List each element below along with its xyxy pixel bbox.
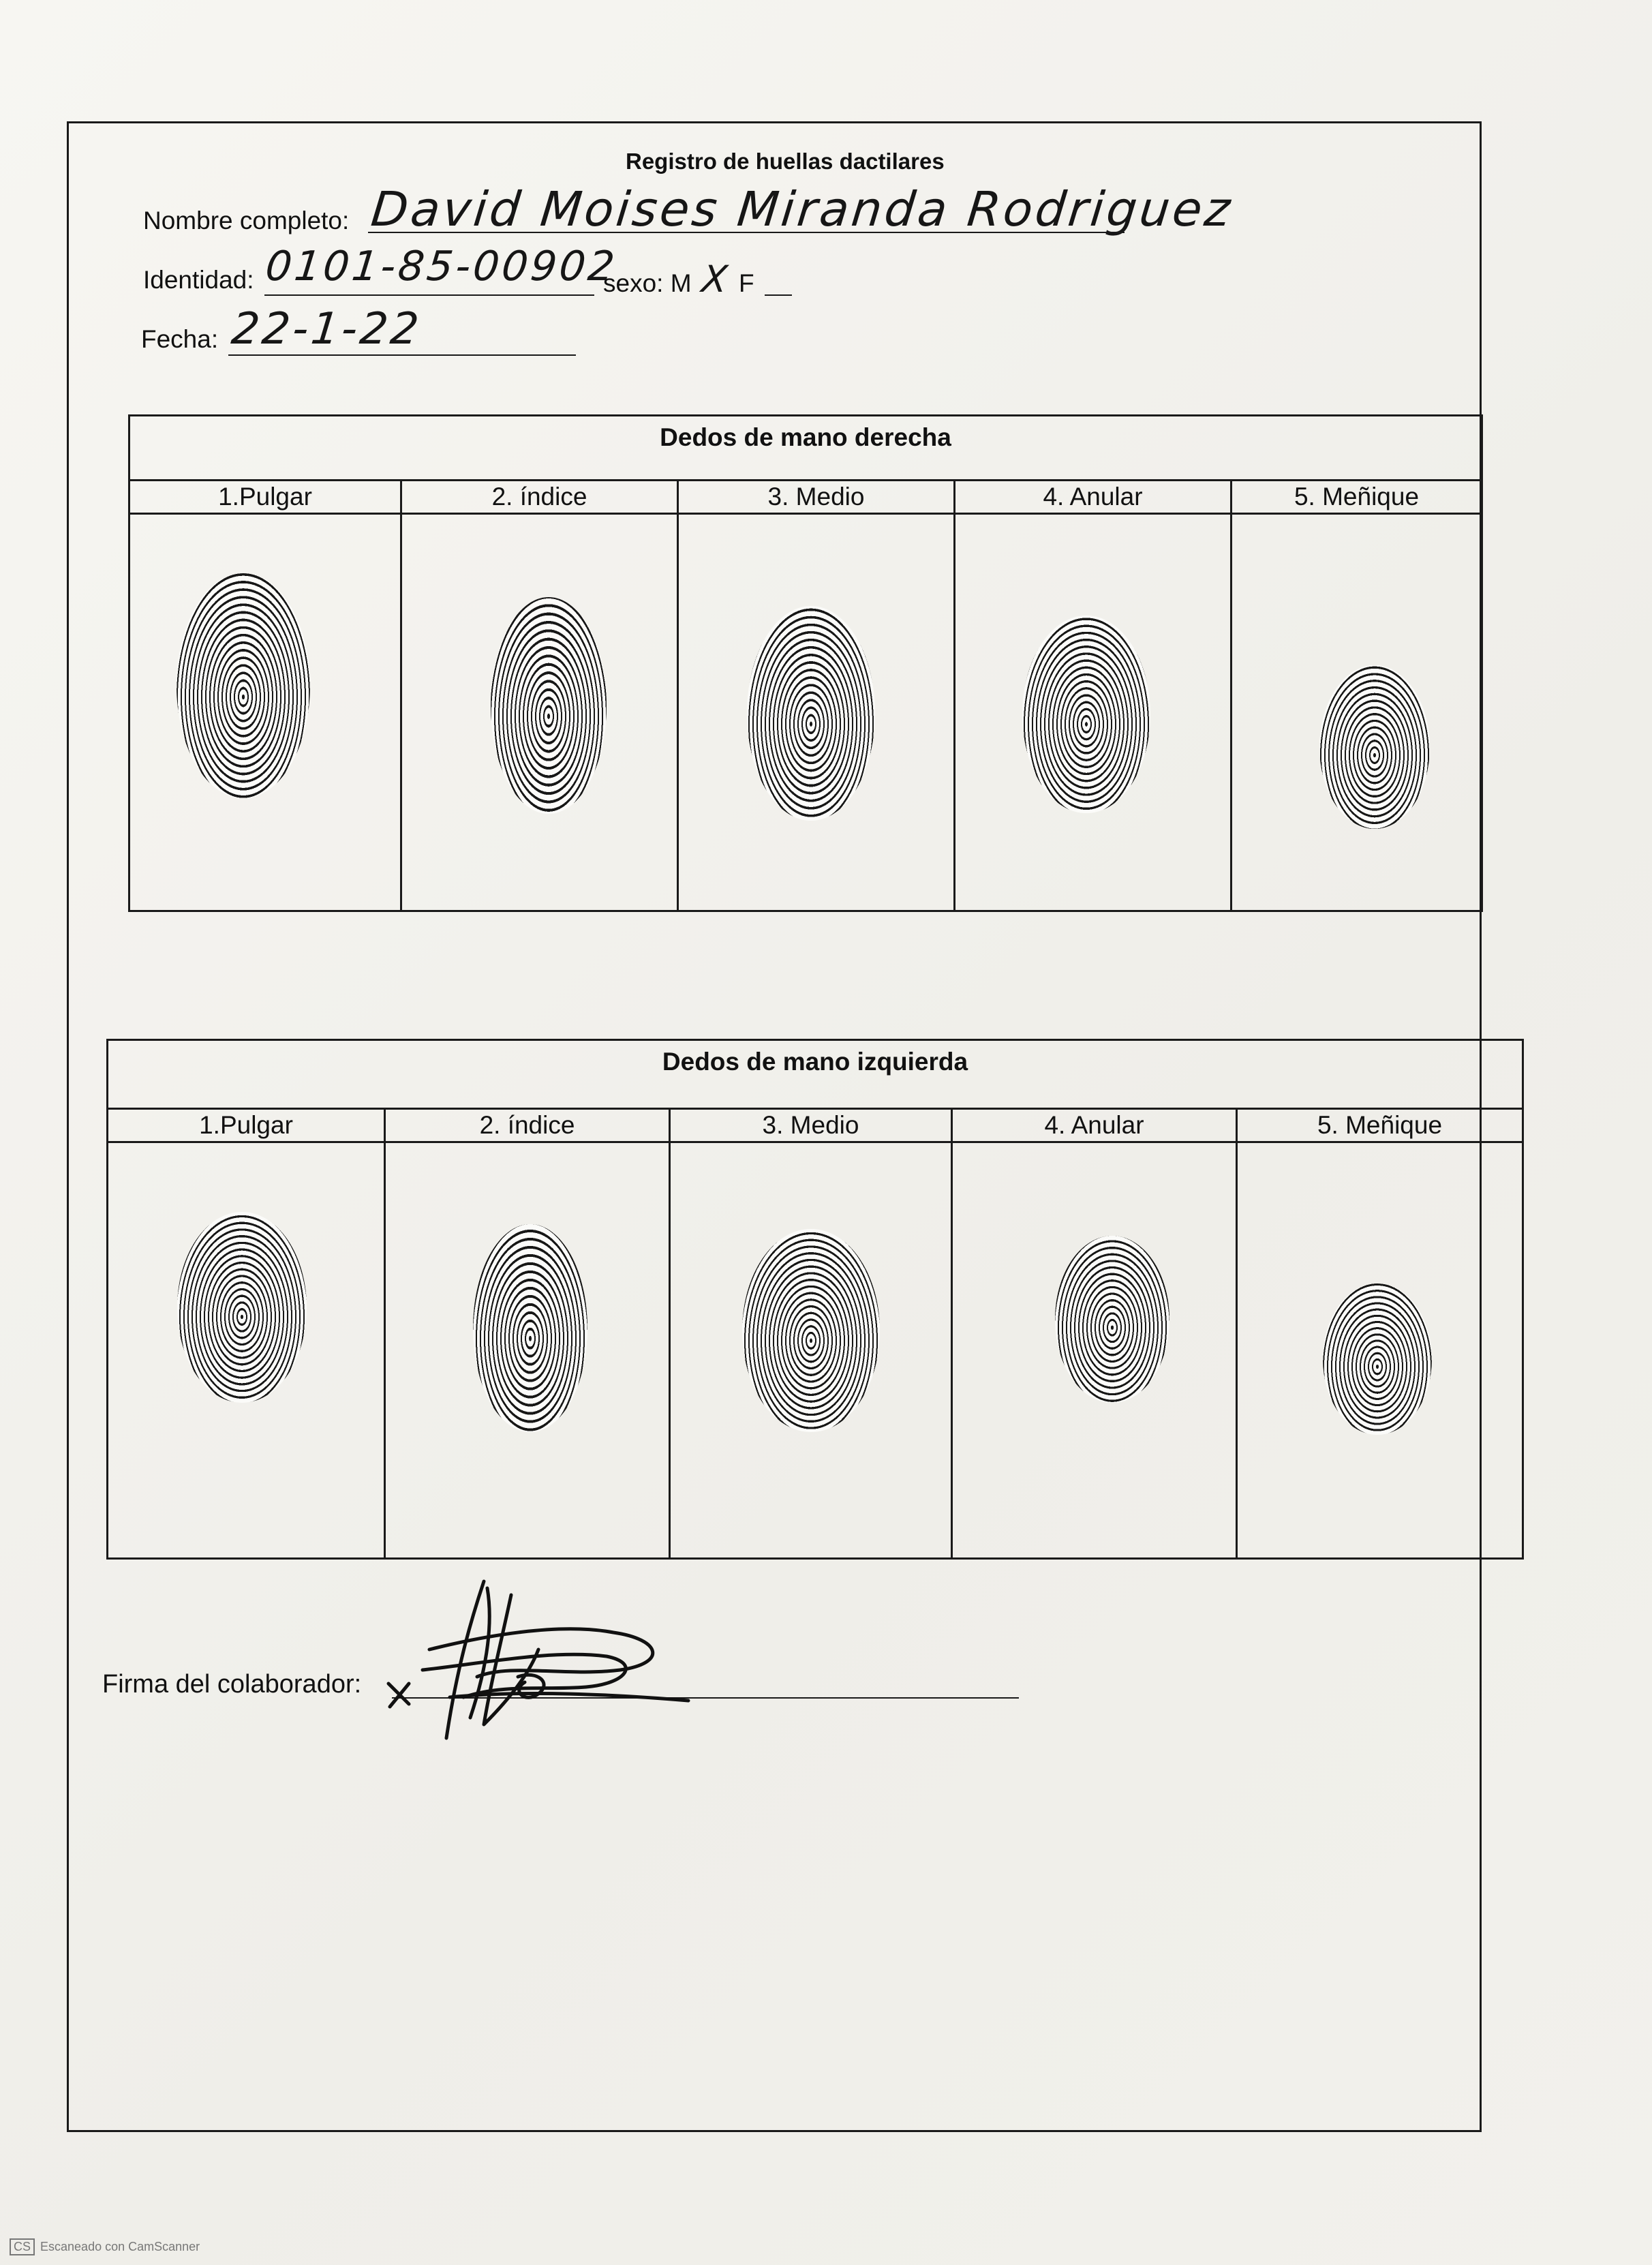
id-value: 0101-85-00902 [263, 243, 620, 290]
left-hand-table [106, 1039, 1524, 1560]
name-value: David Moises Miranda Rodriguez [368, 181, 1236, 237]
finger-label: 3. Medio [671, 1110, 951, 1143]
finger-label: 2. índice [402, 481, 677, 515]
fingerprint-image [491, 597, 607, 814]
signature-image [382, 1568, 736, 1752]
finger-label: 1.Pulgar [130, 481, 400, 515]
fingerprint-image [747, 606, 875, 821]
finger-cell-menique [1230, 481, 1481, 910]
finger-cell-menique [1236, 1110, 1522, 1557]
fingerprint-image [1055, 1236, 1169, 1403]
sex-label: sexo: M [603, 269, 692, 297]
signature-label: Firma del colaborador: [102, 1670, 362, 1699]
name-label: Nombre completo: [143, 207, 350, 234]
finger-label: 3. Medio [679, 481, 953, 515]
date-value: 22-1-22 [229, 304, 424, 354]
finger-cell-anular [951, 1110, 1236, 1557]
sex-f-label: F [739, 269, 754, 297]
right-hand-table [128, 414, 1483, 912]
finger-label: 2. índice [386, 1110, 669, 1143]
finger-columns [108, 1110, 1522, 1557]
camscanner-logo: CS [10, 2238, 35, 2255]
fingerprint-image [1022, 615, 1150, 813]
finger-cell-medio [669, 1110, 951, 1557]
finger-cell-indice [384, 1110, 669, 1557]
sex-mark: X [699, 258, 733, 301]
finger-label: 4. Anular [953, 1110, 1236, 1143]
fingerprint-image [177, 1212, 307, 1403]
date-underline [228, 354, 576, 356]
finger-label: 5. Meñique [1238, 1110, 1522, 1143]
id-label: Identidad: [143, 266, 254, 294]
fingerprint-image [177, 573, 310, 798]
finger-label: 4. Anular [955, 481, 1230, 515]
fingerprint-image [742, 1229, 880, 1432]
scanner-watermark [10, 2238, 200, 2255]
finger-columns [130, 481, 1481, 910]
scanner-text: Escaneado con CamScanner [40, 2240, 200, 2253]
finger-cell-medio [677, 481, 953, 910]
finger-cell-pulgar [130, 481, 400, 910]
finger-cell-indice [400, 481, 677, 910]
sex-f-underline [765, 294, 792, 296]
finger-label: 1.Pulgar [108, 1110, 384, 1143]
fingerprint-image [473, 1224, 587, 1432]
form-title: Registro de huellas dactilares [626, 149, 945, 174]
right-hand-title: Dedos de mano derecha [660, 423, 951, 451]
id-underline [264, 294, 594, 296]
finger-label: 5. Meñique [1232, 481, 1481, 515]
left-hand-title: Dedos de mano izquierda [662, 1048, 968, 1076]
fingerprint-image [1323, 1283, 1432, 1435]
name-underline [368, 232, 1125, 233]
finger-cell-pulgar [108, 1110, 384, 1557]
date-label: Fecha: [141, 325, 219, 353]
finger-cell-anular [953, 481, 1230, 910]
fingerprint-image [1319, 665, 1430, 829]
